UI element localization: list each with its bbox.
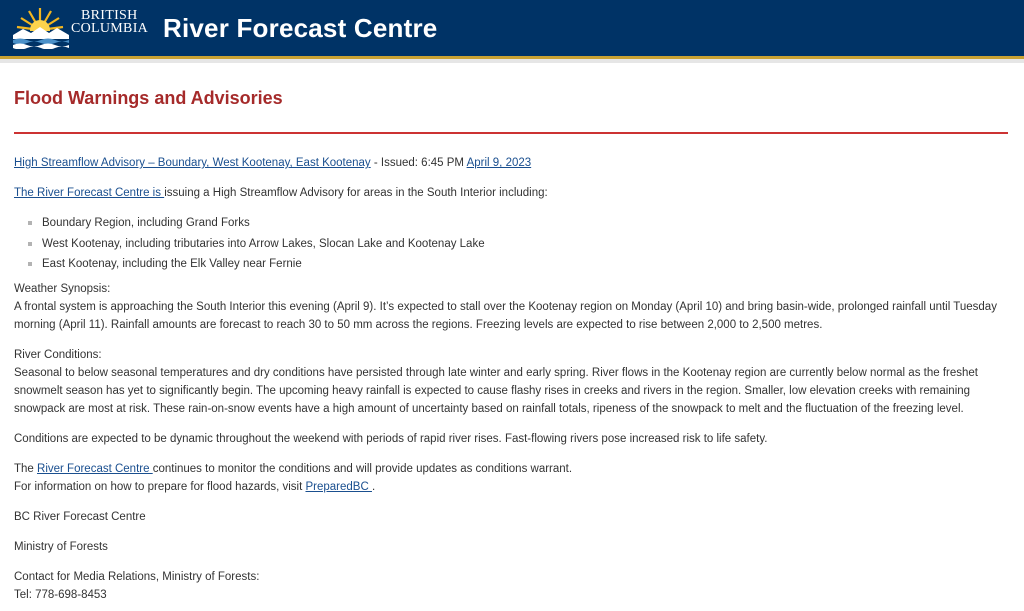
dynamic-conditions-text: Conditions are expected to be dynamic throughout the weekend with periods of rapid river rises. Fast-flowing rivers pose increased risk to life safety. bbox=[14, 433, 768, 445]
prep-suffix: . bbox=[371, 481, 376, 493]
list-item bbox=[24, 214, 1010, 232]
conditions-heading: River Conditions: bbox=[14, 349, 102, 361]
synopsis-text: A frontal system is approaching the South Interior this evening (April 9). It’s expected to stall over the Kootenay region on Monday (April 10) and bring basin-wide, prolonged rainfall until Tuesday morning (April 11). Rainfall amounts are forecast to reach 30 to 50 mm across the regions. Freezing levels are expected to rise between 2,000 to 2,500 metres. bbox=[14, 301, 997, 331]
preparedbc-link[interactable]: PreparedBC bbox=[305, 481, 372, 493]
advisory-link[interactable]: High Streamflow Advisory – Boundary, West Kootenay, East Kootenay bbox=[14, 157, 371, 169]
list-item bbox=[24, 235, 1010, 253]
monitor-prefix: The bbox=[14, 463, 38, 475]
logo-line-columbia: COLUMBIA bbox=[71, 21, 149, 36]
rfc-monitor-link[interactable]: River Forecast Centre bbox=[37, 463, 153, 475]
area-text: West Kootenay, including tributaries into Arrow Lakes, Slocan Lake and Kootenay Lake bbox=[42, 237, 485, 250]
site-header bbox=[0, 0, 1024, 59]
intro-text: issuing a High Streamflow Advisory for areas in the South Interior including: bbox=[164, 187, 548, 199]
bc-sun-mountains-icon bbox=[13, 5, 69, 49]
area-text: Boundary Region, including Grand Forks bbox=[42, 217, 250, 229]
org-name: BC River Forecast Centre bbox=[14, 511, 146, 523]
conditions-text: Seasonal to below seasonal temperatures and dry conditions have persisted through late winter and early spring. River flows in the Kootenay region are currently below normal as the freshet snowmelt season has yet to significantly begin. The upcoming heavy rainfall is expected to cause flashy rises in creeks and rivers in the region. Smaller, low elevation creeks with remaining snowpack are most at risk. These rain-on-snow events have a high amount of uncertainty based on rainfall totals, ripeness of the snowpack to melt and the fluctuation of the freezing level. bbox=[14, 367, 978, 415]
affected-areas-list bbox=[24, 214, 1010, 273]
title-divider bbox=[14, 132, 1008, 134]
intro-paragraph bbox=[14, 184, 1010, 202]
issued-label: - Issued: 6:45 PM bbox=[370, 157, 467, 169]
bc-logo-text bbox=[71, 9, 148, 35]
bullet-square-icon bbox=[28, 262, 32, 266]
monitor-suffix: continues to monitor the conditions and will provide updates as conditions warrant. bbox=[152, 463, 573, 475]
page-title: Flood Warnings and Advisories bbox=[14, 88, 283, 108]
main-content bbox=[0, 63, 1024, 604]
media-contact bbox=[14, 568, 1010, 604]
bullet-square-icon bbox=[28, 221, 32, 225]
rfc-intro-link[interactable]: The River Forecast Centre is bbox=[14, 187, 165, 199]
media-phone: Tel: 778-698-8453 bbox=[14, 589, 107, 601]
advisory-date-link[interactable]: April 9, 2023 bbox=[466, 157, 532, 169]
prep-prefix: For information on how to prepare for flood hazards, visit bbox=[14, 481, 306, 493]
monitor-paragraph bbox=[14, 460, 1010, 496]
advisory-line bbox=[14, 154, 1010, 172]
site-title[interactable]: River Forecast Centre bbox=[163, 13, 438, 43]
weather-synopsis bbox=[14, 280, 1010, 334]
bc-logo[interactable] bbox=[13, 5, 153, 50]
synopsis-heading: Weather Synopsis: bbox=[14, 283, 111, 295]
bullet-square-icon bbox=[28, 242, 32, 246]
media-contact-label: Contact for Media Relations, Ministry of Forests: bbox=[14, 571, 260, 583]
logo-line-british: BRITISH bbox=[81, 8, 138, 23]
area-text: East Kootenay, including the Elk Valley near Fernie bbox=[42, 258, 302, 270]
river-conditions bbox=[14, 346, 1010, 418]
list-item bbox=[24, 255, 1010, 273]
ministry-name: Ministry of Forests bbox=[14, 541, 108, 553]
